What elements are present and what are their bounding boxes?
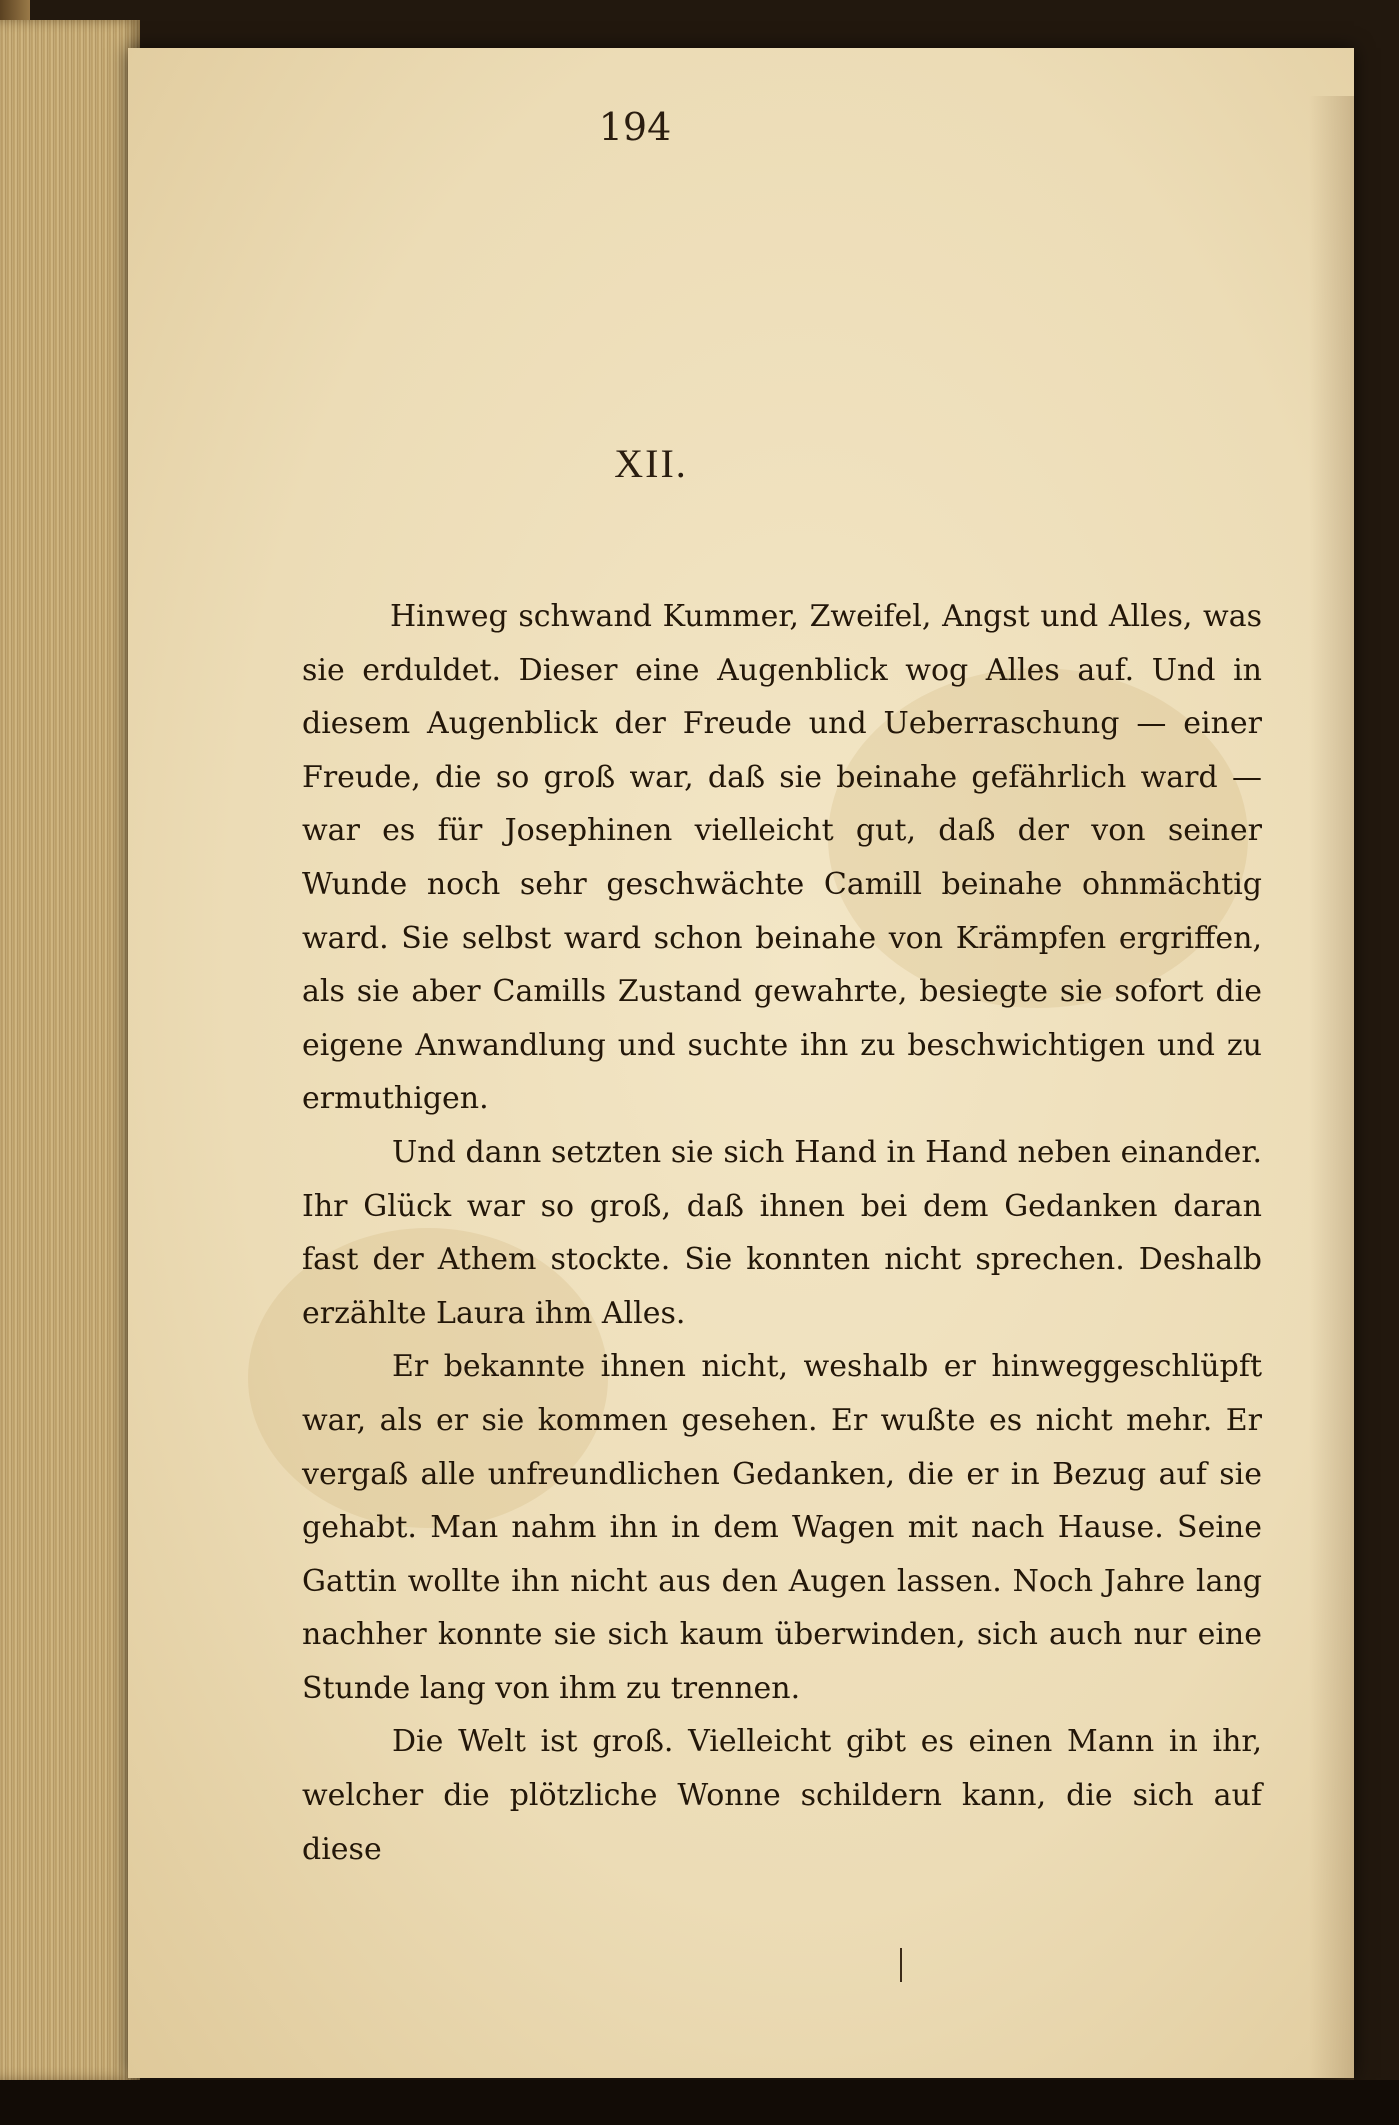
chapter-heading: XII. bbox=[614, 441, 688, 486]
page-number: 194 bbox=[598, 105, 672, 149]
page-edges bbox=[0, 20, 140, 2080]
page-gutter-shadow bbox=[1309, 96, 1354, 2125]
paragraph: Er bekannte ihnen nicht, weshalb er hinweggeschlüpft war, als er sie kommen gesehen. Er wußte es nicht mehr. Er vergaß alle unfreundlichen Gedanken, die er in Bezug auf sie gehabt. Man nahm ihn in dem Wagen mit nach Hause. Seine Gattin wollte ihn nicht aus den Augen lassen. Noch Jahre lang nachher konnte sie sich kaum überwinden, sich auch nur eine Stunde lang von ihm zu trennen. bbox=[302, 1349, 1262, 1706]
scan-border bbox=[0, 2080, 1399, 2125]
printer-mark bbox=[900, 1948, 902, 1982]
body-text bbox=[302, 590, 1262, 1876]
paragraph: Hinweg schwand Kummer, Zweifel, Angst und Alles, was sie erduldet. Dieser eine Augenblick wog Alles auf. Und in diesem Augenblick der Freude und Ueberraschung — einer Freude, die so groß war, daß sie beinahe gefährlich ward — war es für Josephinen vielleicht gut, daß der von seiner Wunde noch sehr geschwächte Camill beinahe ohnmächtig ward. Sie selbst ward schon beinahe von Krämpfen ergriffen, als sie aber Camills Zustand gewahrte, besiegte sie sofort die eigene Anwandlung und suchte ihn zu beschwichtigen und zu ermuthigen. bbox=[302, 599, 1262, 1117]
paragraph: Und dann setzten sie sich Hand in Hand neben einander. Ihr Glück war so groß, daß ihnen bei dem Gedanken daran fast der Athem stockte. Sie konnten nicht sprechen. Deshalb erzählte Laura ihm Alles. bbox=[302, 1134, 1262, 1331]
paragraph: Die Welt ist groß. Vielleicht gibt es einen Mann in ihr, welcher die plötzliche Wonne schildern kann, die sich auf diese bbox=[302, 1724, 1262, 1867]
